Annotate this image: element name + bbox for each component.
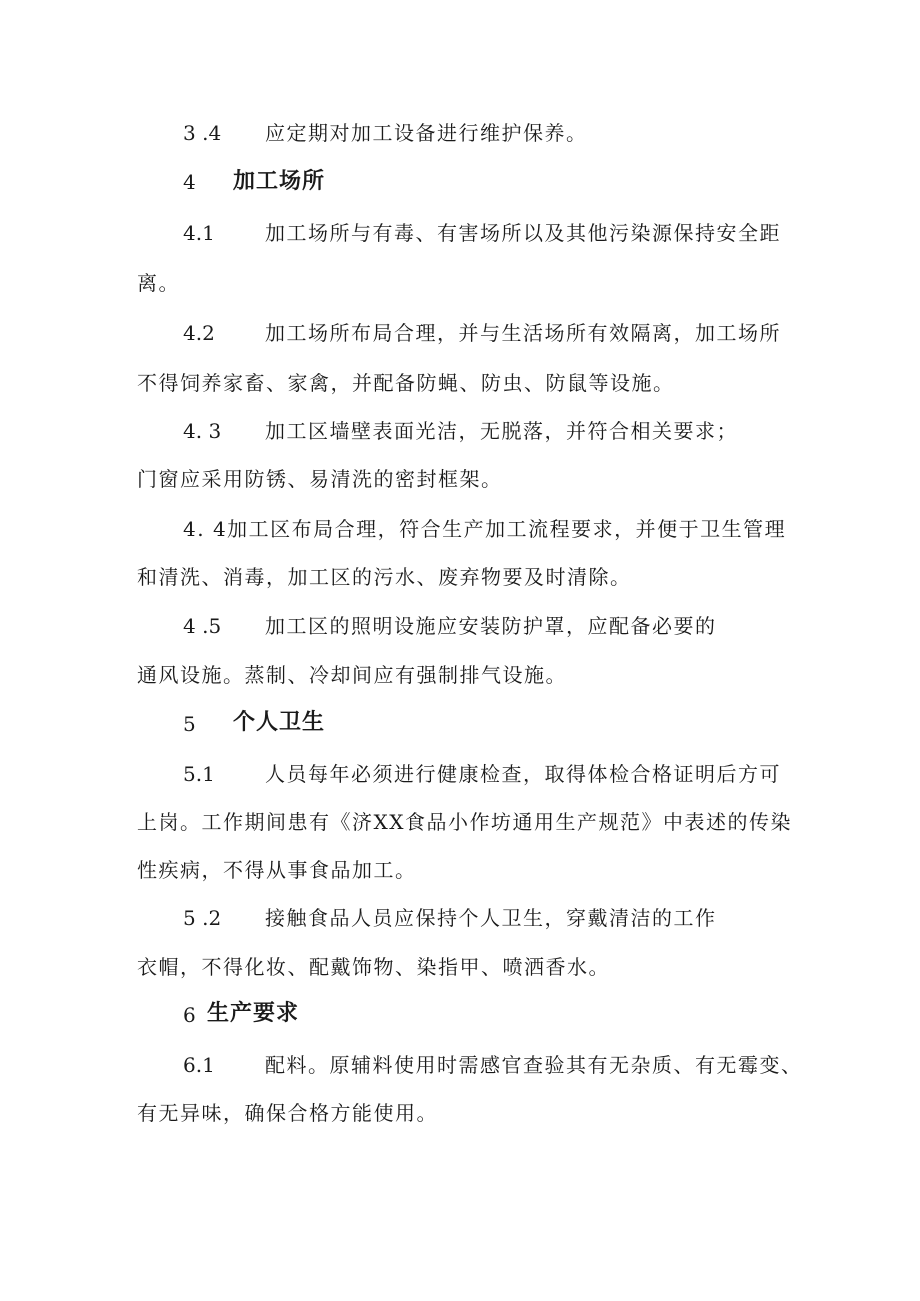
- clause-number-4-5: 4 .5: [183, 614, 222, 638]
- clause-number-4-2: 4.2: [183, 321, 215, 345]
- clause-text-6-1-line2: 有无异味，确保合格方能使用。: [137, 1101, 438, 1125]
- clause-number-5-2: 5 .2: [183, 906, 222, 930]
- clause-text-4-1-line1: 加工场所与有毒、有害场所以及其他污染源保持安全距: [265, 221, 781, 245]
- clause-text-4-2-line1: 加工场所布局合理，并与生活场所有效隔离，加工场所: [265, 321, 781, 345]
- clause-text-4-3-line1: 加工区墙壁表面光洁，无脱落，并符合相关要求；: [265, 419, 738, 443]
- clause-text-4-4-line1: 4. 4加工区布局合理，符合生产加工流程要求，并便于卫生管理: [183, 517, 787, 541]
- clause-text-5-2-line1: 接触食品人员应保持个人卫生，穿戴清洁的工作: [265, 906, 717, 930]
- clause-text-5-2-line2: 衣帽，不得化妆、配戴饰物、染指甲、喷洒香水。: [137, 955, 610, 979]
- clause-text-4-3-line2: 门窗应采用防锈、易清洗的密封框架。: [137, 467, 503, 491]
- section-number-4: 4: [183, 170, 196, 194]
- clause-text-4-2-line2: 不得饲养家畜、家禽，并配备防蝇、防虫、防鼠等设施。: [137, 371, 675, 395]
- clause-text-4-1-line2: 离。: [137, 271, 180, 295]
- clause-number-3-4: 3 .4: [183, 121, 222, 145]
- clause-text-6-1-line1: 配料。原辅料使用时需感官查验其有无杂质、有无霉变、: [265, 1053, 803, 1077]
- clause-text-4-5-line2: 通风设施。蒸制、冷却间应有强制排气设施。: [137, 663, 567, 687]
- clause-text-3-4: 应定期对加工设备进行维护保养。: [265, 121, 588, 145]
- section-number-5: 5: [183, 712, 196, 736]
- clause-number-6-1: 6.1: [183, 1053, 215, 1077]
- clause-number-5-1: 5.1: [183, 762, 215, 786]
- clause-text-5-1-line1: 人员每年必须进行健康检查，取得体检合格证明后方可: [265, 762, 781, 786]
- section-title-5: 个人卫生: [233, 710, 326, 735]
- clause-text-5-1-line2: 上岗。工作期间患有《济XX食品小作坊通用生产规范》中表述的传染: [137, 810, 792, 834]
- clause-text-5-1-line3: 性疾病，不得从事食品加工。: [137, 858, 417, 882]
- section-number-6: 6: [183, 1003, 196, 1027]
- section-title-6: 生产要求: [207, 1001, 300, 1026]
- section-title-4: 加工场所: [233, 169, 326, 194]
- clause-number-4-3: 4. 3: [183, 419, 222, 443]
- clause-text-4-4-line2: 和清洗、消毒，加工区的污水、废弃物要及时清除。: [137, 565, 632, 589]
- clause-text-4-5-line1: 加工区的照明设施应安装防护罩，应配备必要的: [265, 614, 717, 638]
- clause-number-4-1: 4.1: [183, 221, 215, 245]
